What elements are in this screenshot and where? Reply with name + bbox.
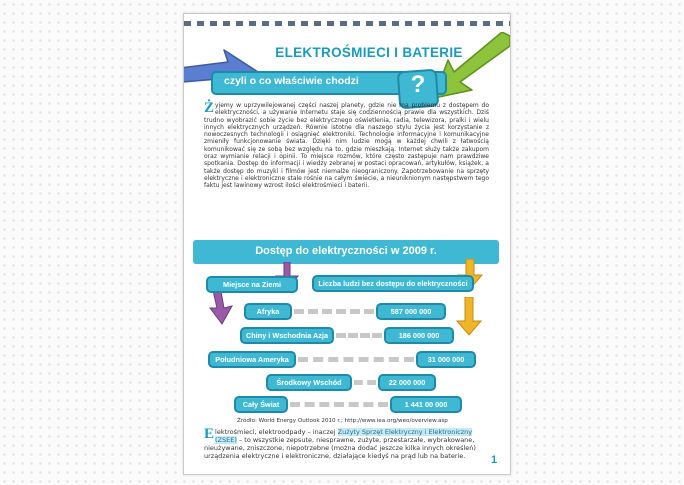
outro-dropcap: E <box>204 426 215 442</box>
row-connector <box>354 380 376 385</box>
outro-text-after: – to wszystkie zepsute, niesprawne, zużyte, przestarzałe, wybrakowane, nieużywane, zniszczone, niepotrzebne (można dodać jeszcze kilka innych określeń) urządzenia elektryczne i elektroniczne, działające kiedyś na prąd lub na baterie. <box>204 436 476 461</box>
place-row-5: Cały Świat <box>234 396 288 413</box>
infographic-title: Dostęp do elektryczności w 2009 r. <box>255 245 437 257</box>
zsee-highlight: Zużyty Sprzęt Elektryczny i Elektroniczny (ZSEE) <box>215 428 473 445</box>
orange-arrow-down-icon <box>456 297 482 337</box>
row-connector <box>298 357 414 362</box>
row-connector <box>336 333 382 338</box>
row-connector <box>294 309 374 314</box>
value-row-5: 1 441 00 000 <box>390 396 462 413</box>
row-connector <box>290 402 388 407</box>
subtitle: czyli o co właściwie chodzi <box>224 75 359 87</box>
intro-paragraph <box>204 102 489 190</box>
page-number: 1 <box>491 454 498 466</box>
document-page <box>183 13 511 475</box>
outro-paragraph <box>204 428 489 460</box>
place-row-1: Afryka <box>244 303 292 320</box>
outro-text-before: lektrośmieci, elektroodpady – inaczej <box>215 428 338 436</box>
top-dashed-border <box>184 21 510 26</box>
value-row-4: 22 000 000 <box>378 374 436 391</box>
value-row-3: 31 000 000 <box>416 351 476 368</box>
intro-dropcap: Ż <box>204 100 215 116</box>
header-population: Liczba ludzi bez dostępu do elektryczności <box>312 275 474 292</box>
place-row-4: Środkowy Wschód <box>266 374 352 391</box>
source-note: Źródło: World Energy Outlook 2010 r.; http://www.iea.org/weo/overview.asp <box>237 418 448 424</box>
place-row-3: Południowa Ameryka <box>208 351 296 368</box>
header-place: Miejsce na Ziemi <box>206 276 298 293</box>
page-title: ELEKTROŚMIECI I BATERIE <box>275 45 463 60</box>
question-mark-icon: ? <box>410 71 426 98</box>
intro-text: yjemy w uprzywilejowanej części naszej planety, gdzie nie ma problemu z dostępem do elektryczności, a używanie Internetu staje się codziennością prawie dla wszystkich. Dziś trudno wyobrazić sobie życie bez elektrycznego oświetlenia, radia, telewizora, pralki i wielu innych elektrycznych urządzeń. Równie istotne dla naszego stylu życia jest korzystanie z nowoczesnych technologii i osiągnięć elektroniki. Technologie informacyjne i komunikacyjne zmieniły funkcjonowanie świata. Dzięki nim ludzie mogą w każdej chwili z łatwością komunikować się ze sobą bez względu na to, gdzie mieszkają. Internet służy także zakupom oraz wymianie relacji i opinii. To miejsce rozmów, które często zastępuje nam prawdziwe spotkania. Dostęp do informacji i wiedzy zebranej w postaci opracowań, artykułów, książek, a także dostęp do muzyki i filmów jest niemalże nieograniczony. Zapotrzebowanie na sprzęty elektryczne i elektroniczne stale rośnie na całym świecie, a nieuniknionym następstwem tego faktu jest lawinowy wzrost ilości elektrośmieci i baterii. <box>204 102 489 190</box>
value-row-2: 186 000 000 <box>384 327 454 344</box>
place-row-2: Chiny i Wschodnia Azja <box>240 327 334 344</box>
value-row-1: 587 000 000 <box>376 303 446 320</box>
